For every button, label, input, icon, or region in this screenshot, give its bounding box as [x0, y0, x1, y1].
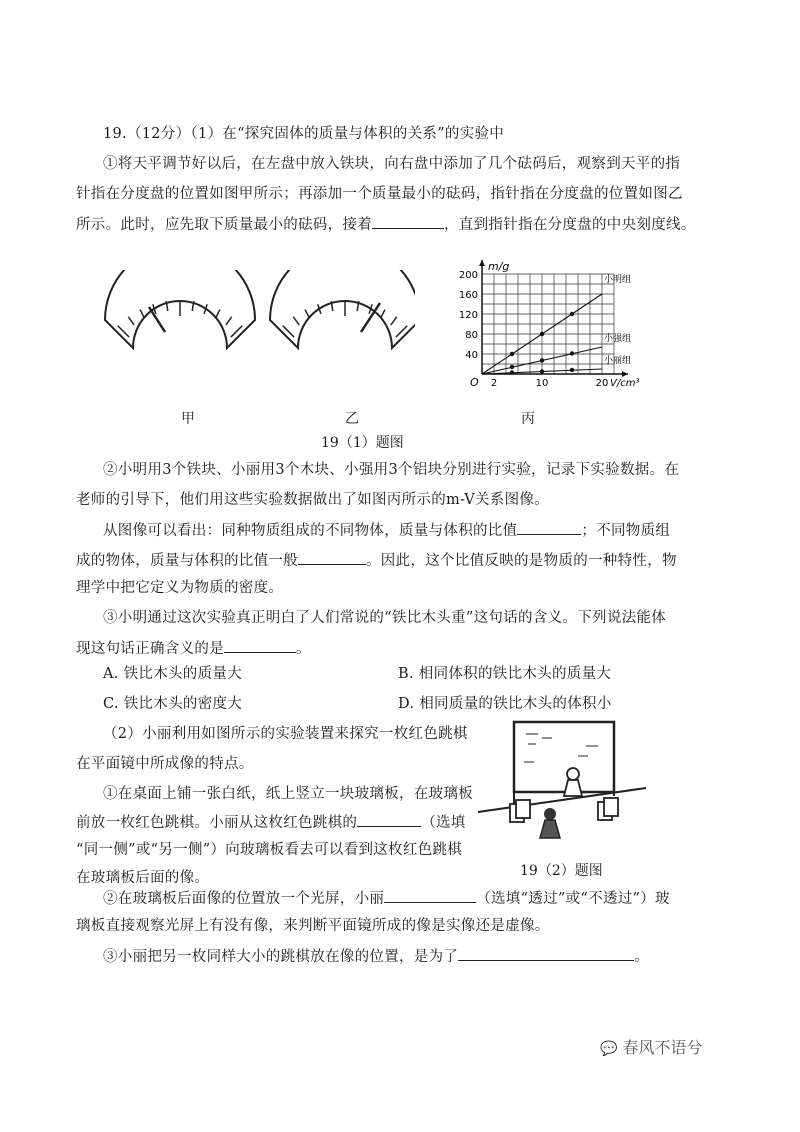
text-segment: 。	[296, 641, 311, 657]
x-tick-label: 20	[595, 378, 609, 389]
answer-blank[interactable]	[372, 214, 444, 229]
text-segment: 现这句话正确含义的是	[76, 641, 224, 657]
x-axis-arrow	[622, 371, 628, 377]
glass-marks	[524, 734, 598, 762]
answer-blank[interactable]	[517, 520, 581, 535]
dial-tick	[215, 310, 220, 319]
answer-blank[interactable]	[298, 550, 366, 565]
origin-label: O	[470, 376, 479, 389]
paragraph-line: 针指在分度盘的位置如图甲所示；再添加一个质量最小的砝码，指针指在分度盘的位置如图乙	[76, 186, 683, 202]
dial-jia	[105, 270, 255, 348]
data-point	[540, 332, 544, 336]
chess-piece-front	[540, 808, 560, 838]
paragraph-line: 在玻璃板后面的像。	[76, 870, 210, 886]
paragraph-line	[76, 812, 466, 833]
data-point	[570, 351, 574, 355]
text-segment: 前放一枚红色跳棋。小丽从这枚红色跳棋的	[76, 815, 358, 831]
option-c[interactable]: C. 铁比木头的密度大	[103, 696, 243, 712]
x-tick-label: 2	[490, 378, 498, 389]
text-segment: ②在玻璃板后面像的位置放一个光屏，小丽	[103, 891, 385, 907]
mv-graph	[440, 248, 640, 403]
paragraph-line	[103, 888, 670, 909]
y-tick-label: 160	[458, 290, 478, 301]
mirror-apparatus-figure	[478, 716, 648, 856]
answer-blank[interactable]	[357, 812, 421, 827]
paragraph-line: （2）小丽利用如图所示的实验装置来探究一枚红色跳棋	[103, 726, 468, 742]
option-b[interactable]: B. 相同体积的铁比木头的质量大	[398, 666, 612, 682]
figure-label-bing: 丙	[521, 411, 535, 427]
dial-tick	[391, 317, 397, 325]
data-point	[540, 369, 544, 373]
y-axis-arrow	[479, 260, 485, 266]
clip-left	[510, 800, 530, 822]
text-segment: 从图像可以看出：同种物质组成的不同物体，质量与体积的比值	[103, 523, 518, 539]
figure-caption-2: 19（2）题图	[520, 863, 603, 879]
dial-yi	[270, 270, 415, 348]
dial-tick	[380, 310, 385, 319]
paragraph-line	[103, 520, 670, 541]
text-segment: 所示。此时，应先取下质量最小的砝码，接着	[76, 217, 372, 233]
text-segment: ，直到指针指在分度盘的中央刻度线。	[444, 217, 696, 233]
question-header: 19.（12分）（1）在“探究固体的质量与体积的关系”的实验中	[103, 126, 505, 142]
watermark	[600, 1035, 703, 1058]
series-label: 小丽组	[604, 356, 632, 366]
text-segment: ③小丽把另一枚同样大小的跳棋放在像的位置，是为了	[103, 949, 459, 965]
paragraph-line	[103, 946, 649, 967]
paragraph-line: ③小明通过这次实验真正明白了人们常说的“铁比木头重”这句话的含义。下列说法能体	[103, 610, 667, 626]
series-label: 小强组	[604, 334, 632, 344]
paragraph-line: 在平面镜中所成像的特点。	[76, 756, 254, 772]
paragraph-line: “同一侧”或“另一侧”）向玻璃板看去可以看到这枚红色跳棋	[76, 842, 463, 858]
paragraph-line: ②小明用3个铁块、小丽用3个木块、小强用3个铝块分别进行实验，记录下实验数据。在	[103, 462, 680, 478]
y-tick-label: 80	[465, 330, 478, 341]
paragraph-line: 璃板直接观察光屏上有没有像，来判断平面镜所成的像是实像还是虚像。	[76, 918, 550, 934]
y-tick-label: 120	[458, 310, 478, 321]
data-point	[570, 368, 574, 372]
figure-label-yi: 乙	[345, 411, 359, 427]
text-segment: 。因此，这个比值反映的是物质的一种特性，物	[366, 553, 677, 569]
data-point	[510, 352, 514, 356]
paragraph-line: 老师的引导下，他们用这些实验数据做出了如图丙所示的m-V关系图像。	[76, 492, 549, 508]
paragraph-line	[76, 638, 311, 659]
figure-caption-1: 19（1）题图	[321, 435, 404, 451]
dial-tick	[140, 310, 145, 319]
watermark-text: 春风不语兮	[622, 1038, 703, 1057]
answer-blank[interactable]	[458, 946, 634, 961]
dial-tick	[305, 310, 310, 319]
dial-tick	[226, 317, 232, 325]
paragraph-line: ①在桌面上铺一张白纸，纸上竖立一块玻璃板，在玻璃板	[103, 786, 473, 802]
data-point	[540, 358, 544, 362]
y-axis-label: m/g	[488, 260, 510, 273]
y-tick-label: 200	[458, 270, 478, 281]
text-segment: （选填“透过”或“不透过”）玻	[476, 891, 670, 907]
data-point	[570, 312, 574, 316]
data-point	[510, 370, 514, 374]
clip-right	[598, 798, 618, 820]
dial-tick	[293, 317, 299, 325]
text-segment: 成的物体，质量与体积的比值一般	[76, 553, 298, 569]
x-axis-label: V/cm³	[610, 378, 640, 389]
paragraph-line	[76, 214, 696, 235]
y-tick-label: 40	[465, 350, 478, 361]
dial-tick	[128, 317, 134, 325]
chess-piece-behind	[564, 768, 582, 796]
x-tick-label: 10	[535, 378, 549, 389]
option-d[interactable]: D. 相同质量的铁比木头的体积小	[398, 696, 612, 712]
answer-blank[interactable]	[224, 638, 296, 653]
text-segment: 。	[634, 949, 650, 965]
figure-label-jia: 甲	[181, 411, 195, 427]
text-segment: ；不同物质组	[581, 523, 671, 539]
paragraph-line	[76, 550, 677, 571]
text-segment: （选填	[421, 815, 466, 831]
series-label: 小明组	[604, 275, 632, 285]
pointer-left	[149, 307, 165, 332]
answer-blank[interactable]	[384, 888, 476, 903]
option-a[interactable]: A. 铁比木头的质量大	[103, 666, 242, 682]
glass-plate	[514, 722, 614, 792]
paragraph-line: ①将天平调节好以后，在左盘中放入铁块，向右盘中添加了几个砝码后，观察到天平的指	[103, 156, 681, 172]
balance-dials-figure	[95, 270, 415, 380]
paragraph-line: 理学中把它定义为物质的密度。	[76, 580, 284, 596]
chat-icon: 💬	[600, 1041, 618, 1057]
data-point	[510, 365, 514, 369]
